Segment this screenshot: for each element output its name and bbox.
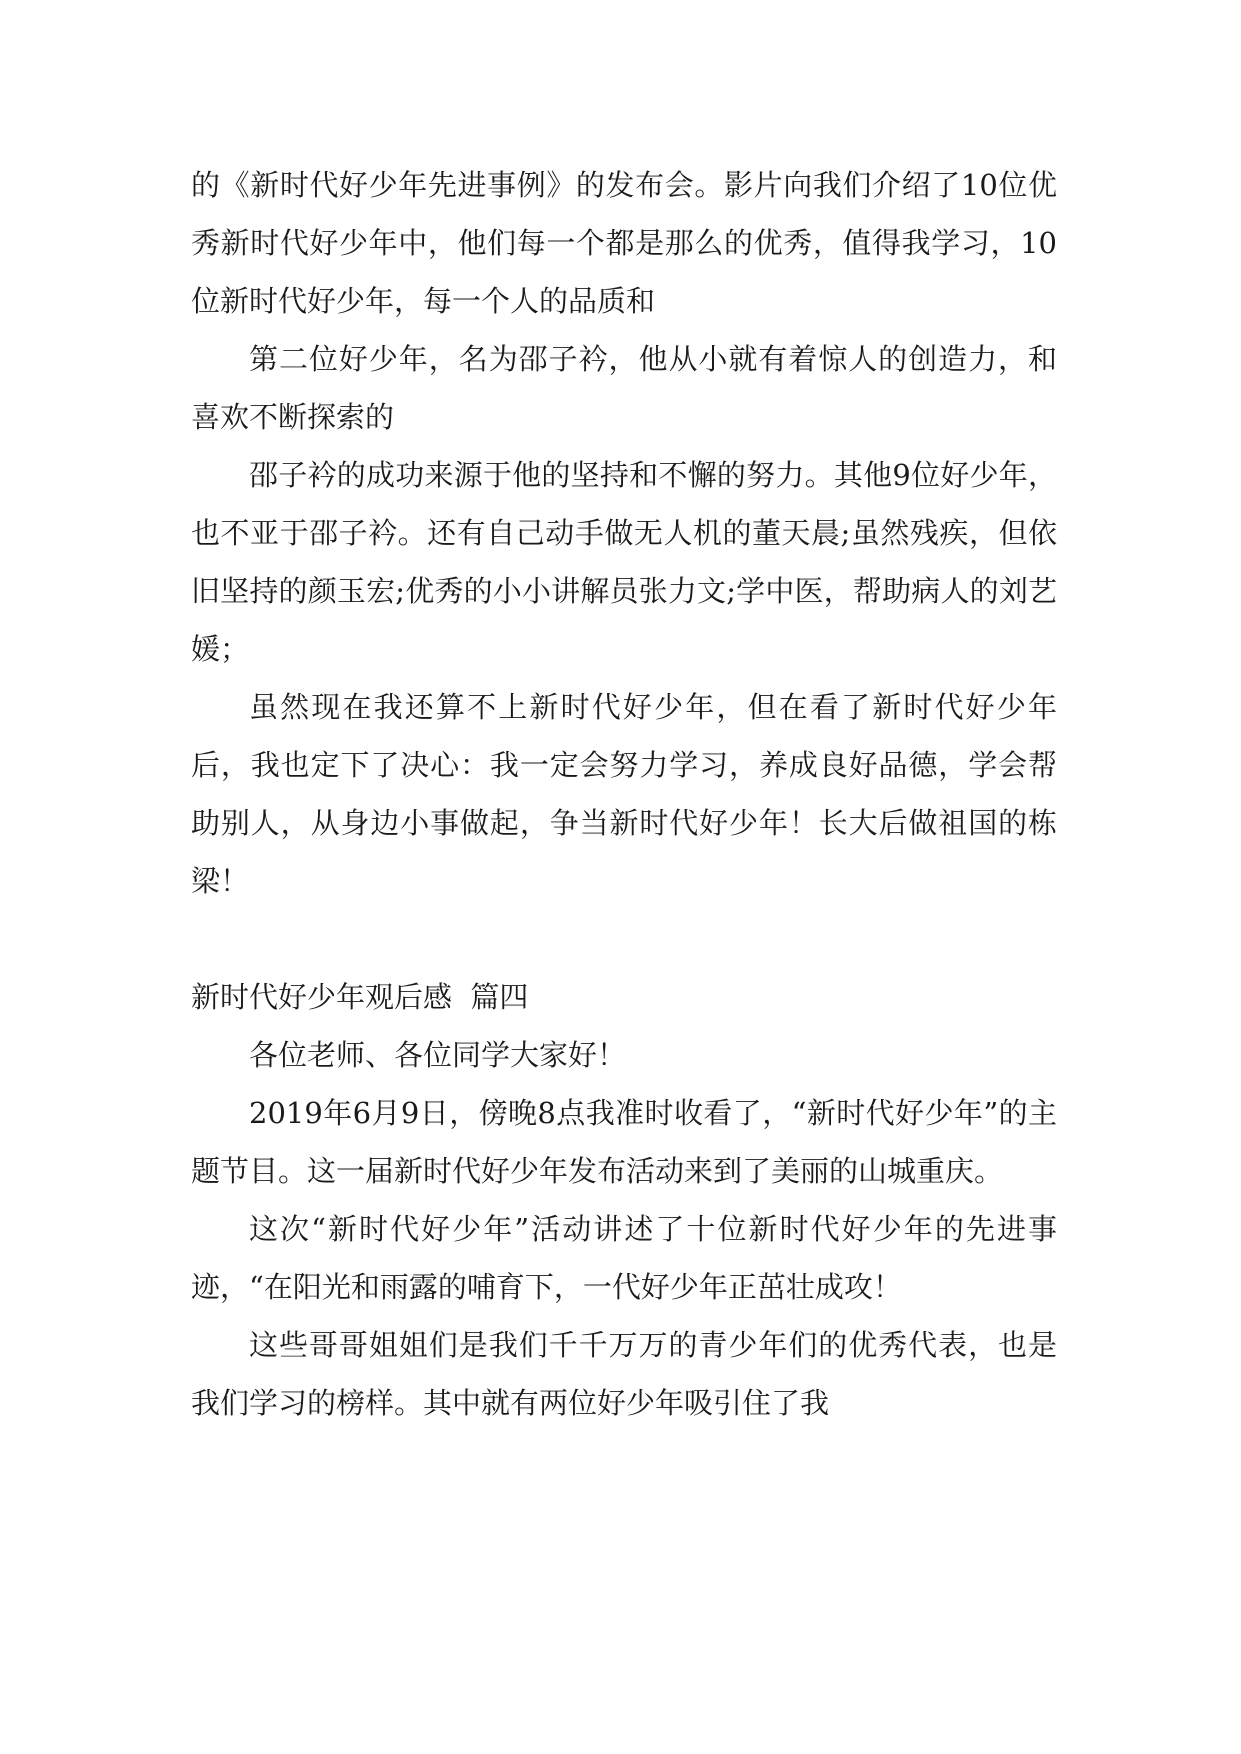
paragraph-4: 虽然现在我还算不上新时代好少年，但在看了新时代好少年后，我也定下了决心：我一定会努力学习，养成良好品德，学会帮助别人，从身边小事做起，争当新时代好少年！长大后做祖国的栋梁！ <box>191 690 1057 898</box>
section-heading: 新时代好少年观后感 篇四 <box>191 980 529 1014</box>
paragraph-1: 的《新时代好少年先进事例》的发布会。影片向我们介绍了10位优秀新时代好少年中，他们每一个都是那么的优秀，值得我学习，10位新时代好少年，每一个人的品质和 <box>191 168 1057 318</box>
document-body <box>191 156 1057 1432</box>
paragraph-6: 2019年6月9日，傍晚8点我准时收看了，“新时代好少年”的主题节目。这一届新时代好少年发布活动来到了美丽的山城重庆。 <box>191 1096 1057 1188</box>
paragraph-8: 这些哥哥姐姐们是我们千千万万的青少年们的优秀代表，也是我们学习的榜样。其中就有两位好少年吸引住了我 <box>191 1328 1057 1420</box>
paragraph-3: 邵子衿的成功来源于他的坚持和不懈的努力。其他9位好少年，也不亚于邵子衿。还有自己动手做无人机的董天晨;虽然残疾，但依旧坚持的颜玉宏;优秀的小小讲解员张力文;学中医，帮助病人的刘艺媛； <box>191 458 1057 666</box>
paragraph-7: 这次“新时代好少年”活动讲述了十位新时代好少年的先进事迹，“在阳光和雨露的哺育下，一代好少年正茁壮成攻！ <box>191 1212 1057 1304</box>
paragraph-2: 第二位好少年，名为邵子衿，他从小就有着惊人的创造力，和喜欢不断探索的 <box>191 342 1057 434</box>
paragraph-5: 各位老师、各位同学大家好！ <box>249 1038 627 1072</box>
